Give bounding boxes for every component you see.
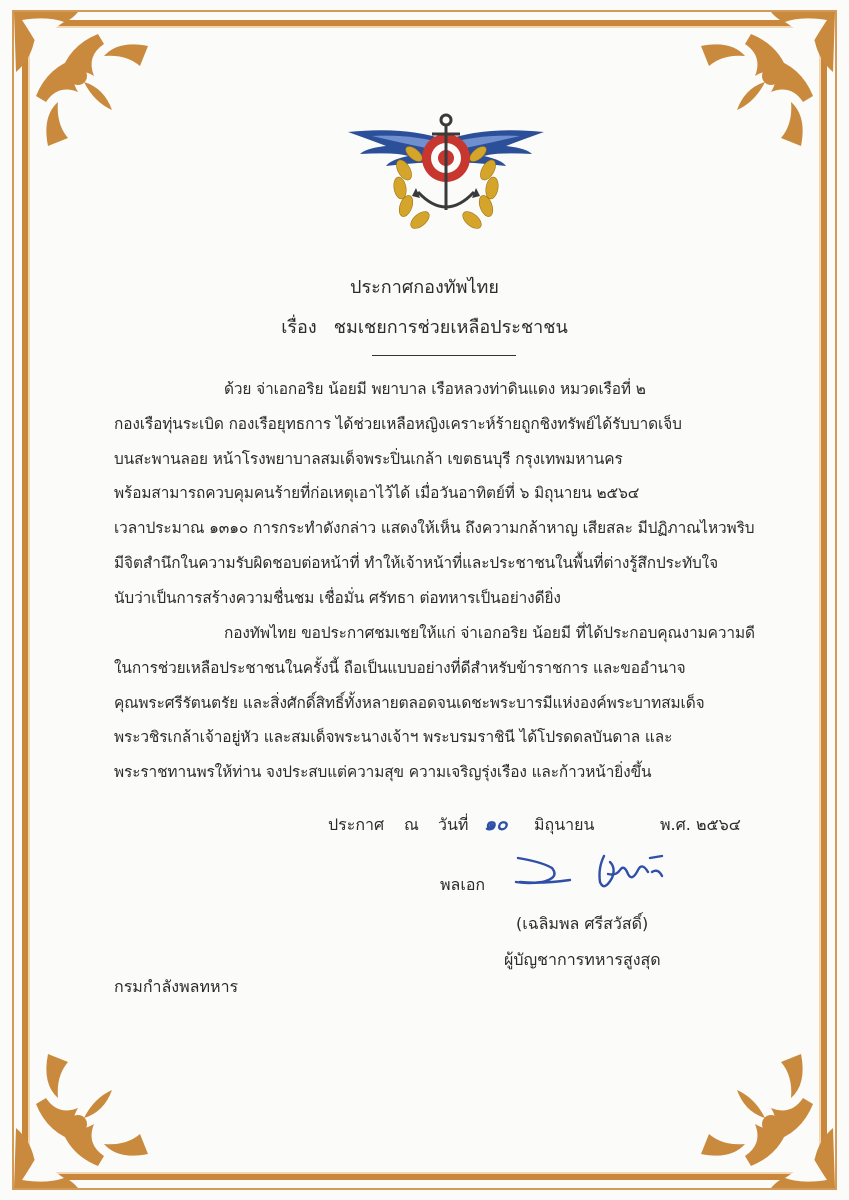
paragraph-line: กองทัพไทย ขอประกาศชมเชยให้แก่ จ่าเอกอริย น้อยมี ที่ได้ประกอบคุณงามความดี <box>224 624 755 642</box>
document-title: ประกาศกองทัพไทย <box>350 277 499 298</box>
announce-day: ๑๐ <box>484 813 508 835</box>
paragraph-line: คุณพระศรีรัตนตรัย และสิ่งศักดิ์สิทธิ์ทั้งหลายตลอดจนเดชะพระบารมีแห่งองค์พระบาทสมเด็จ <box>114 693 705 712</box>
signature-icon <box>512 848 672 896</box>
paragraph-line: พระวชิรเกล้าเจ้าอยู่หัว และสมเด็จพระนางเจ้าฯ พระบรมราชินี ได้โปรดดลบันดาล และ <box>114 728 673 747</box>
announce-at: ณ <box>404 815 419 834</box>
signatory-rank: พลเอก <box>440 875 486 894</box>
corner-ornament-icon <box>8 6 158 156</box>
subject-text: ชมเชยการช่วยเหลือประชาชน <box>333 317 568 338</box>
title-divider <box>372 355 516 356</box>
paragraph-line: บนสะพานลอย หน้าโรงพยาบาลสมเด็จพระปิ่นเกล้า เขตธนบุรี กรุงเทพมหานคร <box>114 449 623 468</box>
issuing-department: กรมกำลังพลทหาร <box>114 977 239 996</box>
corner-ornament-icon <box>8 1044 158 1194</box>
announce-day-label: วันที่ <box>438 815 469 834</box>
paragraph-line: มีจิตสำนึกในความรับผิดชอบต่อหน้าที่ ทำให้เจ้าหน้าที่และประชาชนในพื้นที่ต่างรู้สึกประทับใจ <box>114 553 719 572</box>
corner-ornament-icon <box>691 6 841 156</box>
paragraph-2 <box>114 616 766 790</box>
announce-prefix: ประกาศ <box>328 815 385 834</box>
armed-forces-emblem-icon <box>346 92 546 232</box>
paragraph-line: เวลาประมาณ ๑๓๑๐ การกระทำดังกล่าว แสดงให้เห็น ถึงความกล้าหาญ เสียสละ มีปฏิภาณไหวพริบ <box>114 519 755 538</box>
subject-label: เรื่อง <box>281 317 317 338</box>
paragraph-line: พร้อมสามารถควบคุมคนร้ายที่ก่อเหตุเอาไว้ได้ เมื่อวันอาทิตย์ที่ ๖ มิถุนายน ๒๕๖๔ <box>114 484 640 503</box>
signatory-position: ผู้บัญชาการทหารสูงสุด <box>504 950 661 969</box>
document-subject-line <box>0 312 849 341</box>
paragraph-1 <box>114 372 766 616</box>
announce-month: มิถุนายน <box>534 815 595 834</box>
paragraph-line: พระราชทานพรให้ท่าน จงประสบแต่ความสุข ความเจริญรุ่งเรือง และก้าวหน้ายิ่งขึ้น <box>114 763 652 782</box>
paragraph-line: นับว่าเป็นการสร้างความชื่นชม เชื่อมั่น ศรัทธา ต่อทหารเป็นอย่างดียิ่ง <box>114 588 561 607</box>
signatory-name: (เฉลิมพล ศรีสวัสดิ์) <box>516 914 649 933</box>
paragraph-line: กองเรือทุ่นระเบิด กองเรือยุทธการ ได้ช่วยเหลือหญิงเคราะห์ร้ายถูกชิงทรัพย์ได้รับบาดเจ็บ <box>114 414 682 433</box>
corner-ornament-icon <box>691 1044 841 1194</box>
announce-year: พ.ศ. ๒๕๖๔ <box>660 815 741 834</box>
paragraph-line: ด้วย จ่าเอกอริย น้อยมี พยาบาล เรือหลวงท่าดินแดง หมวดเรือที่ ๒ <box>224 380 646 398</box>
paragraph-line: ในการช่วยเหลือประชาชนในครั้งนี้ ถือเป็นแบบอย่างที่ดีสำหรับข้าราชการ และขออำนาจ <box>114 658 686 677</box>
